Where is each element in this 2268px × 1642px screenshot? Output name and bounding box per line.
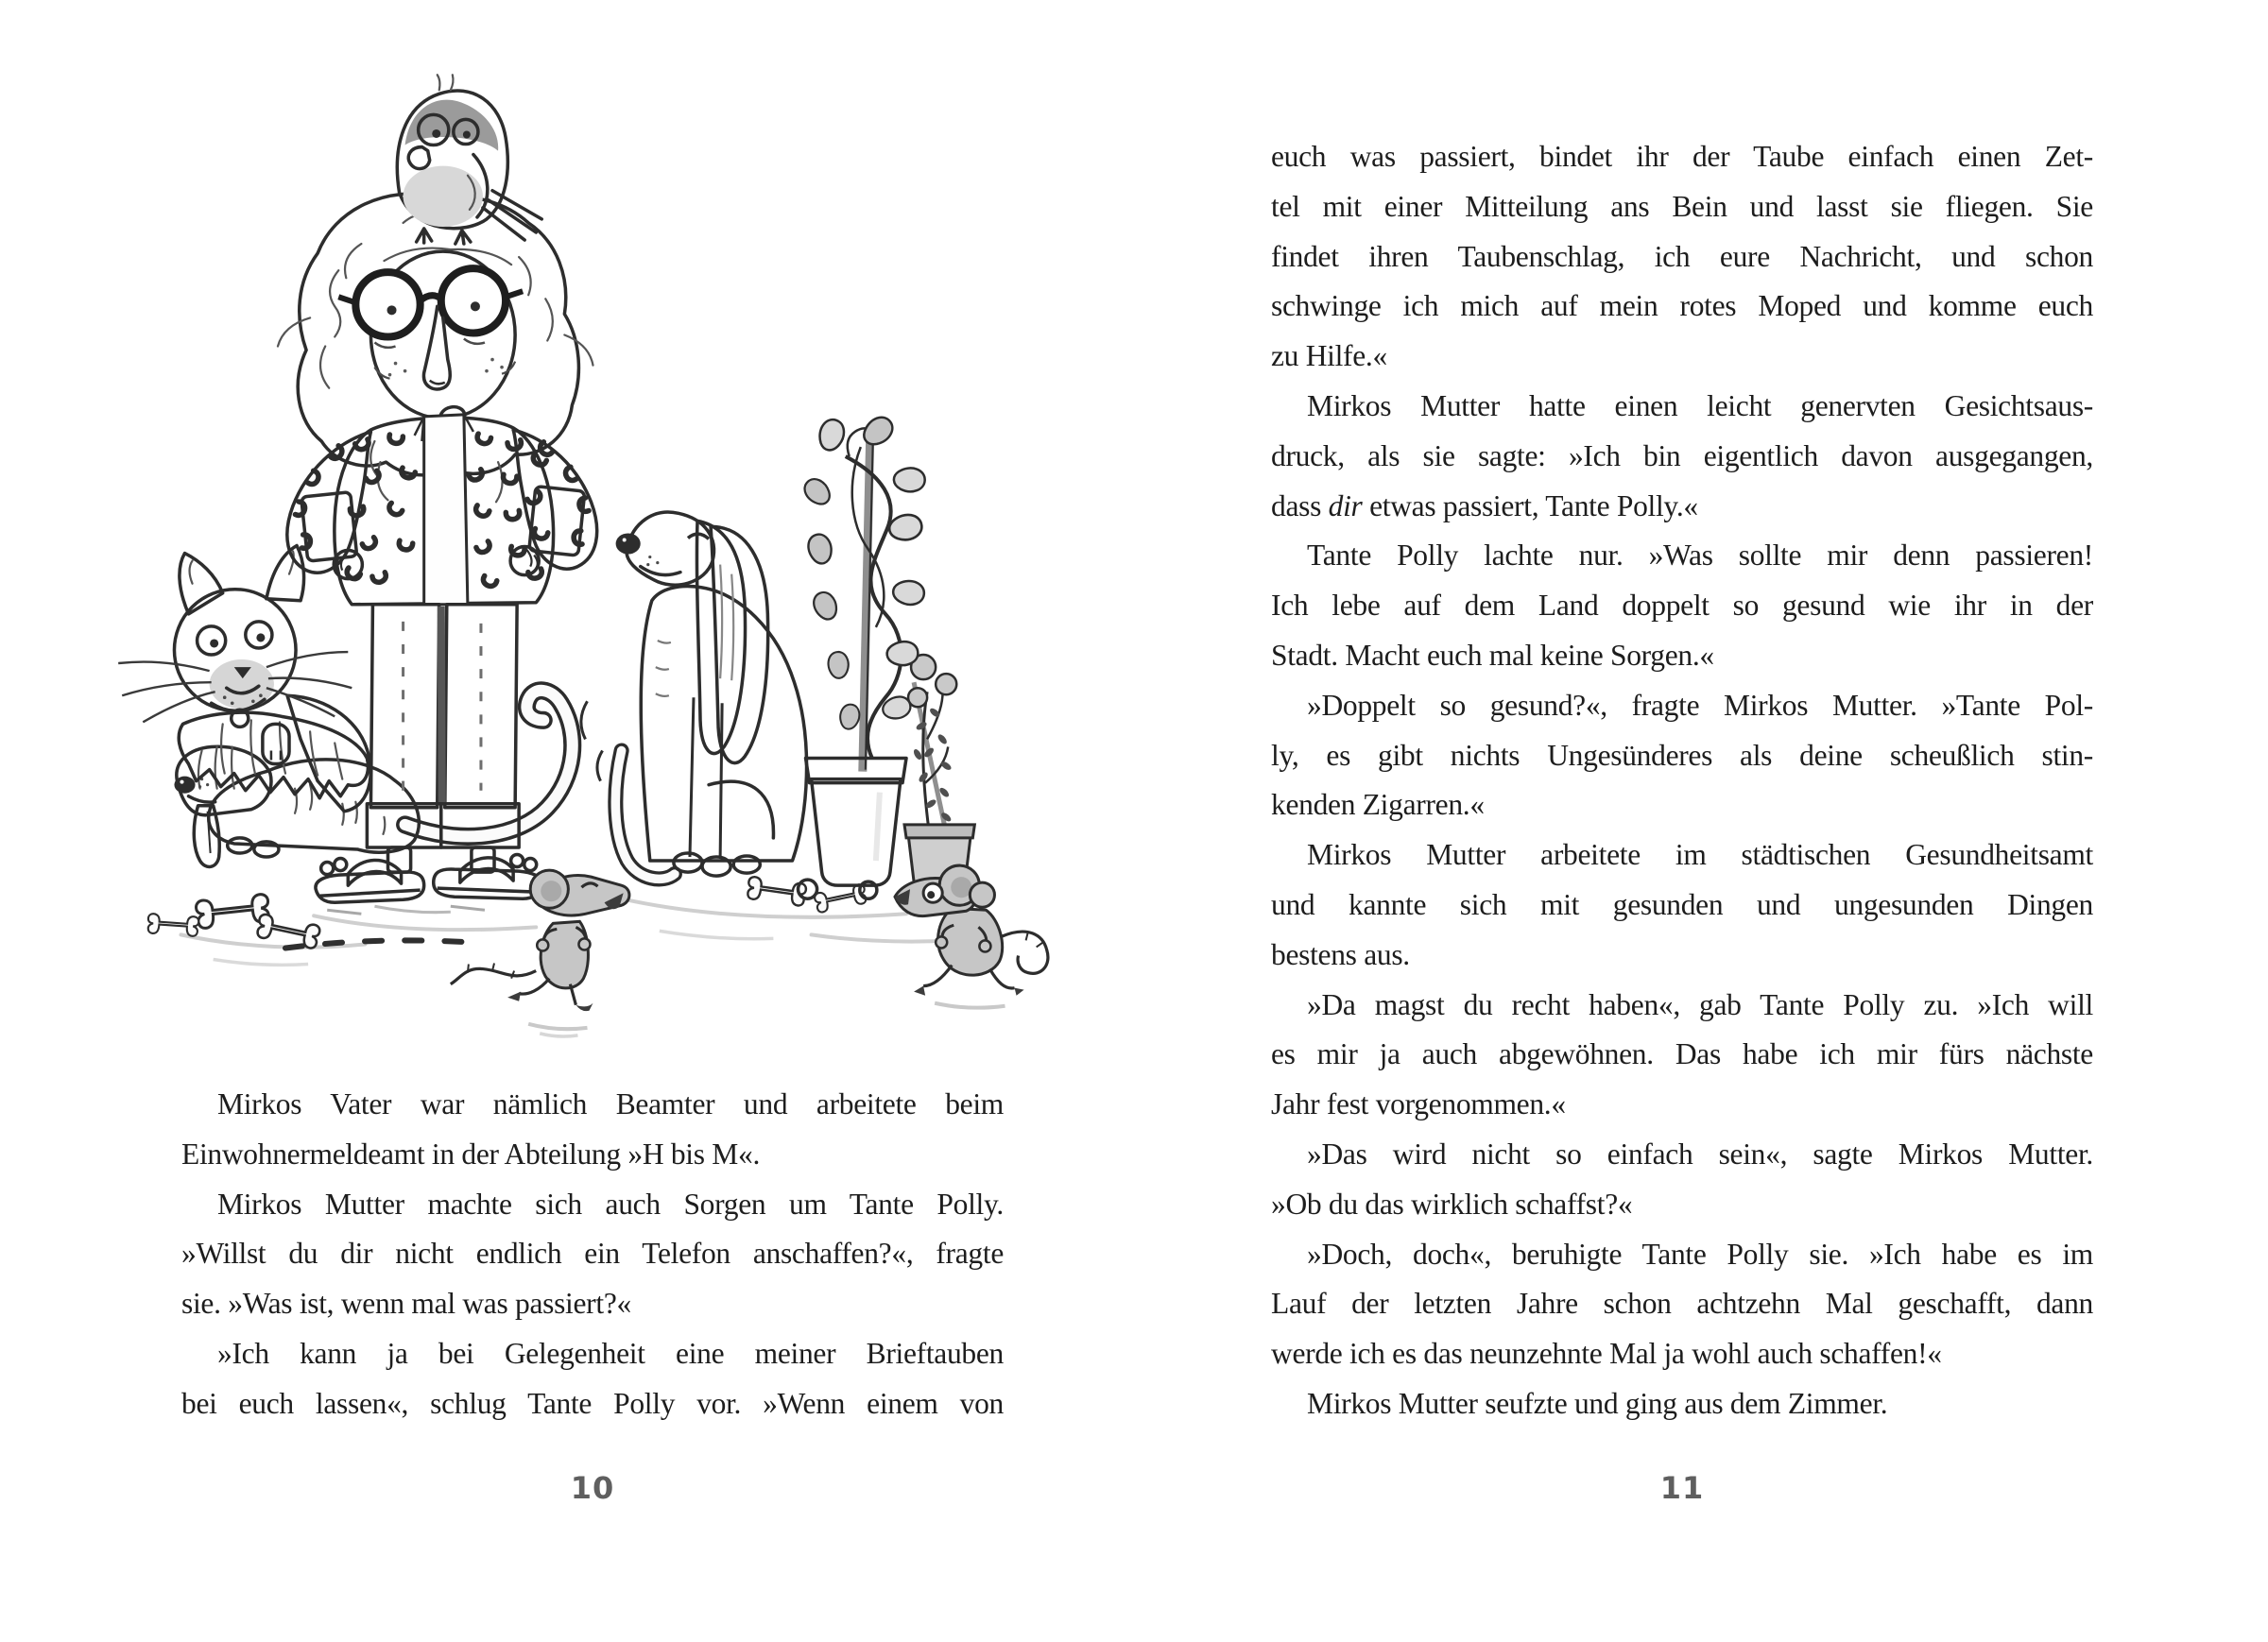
text-line: »Doppelt so gesund?«, fragte Mirkos Mutter. »Tante Pol- xyxy=(1307,688,2093,722)
bones-right-icon xyxy=(747,876,877,913)
text-line: schwinge ich mich auf mein rotes Moped und komme euch xyxy=(1271,289,2093,323)
text-line: tel mit einer Mitteilung ans Bein und lasst sie fliegen. Sie xyxy=(1271,189,2093,223)
sandals xyxy=(316,855,541,903)
pigeon-icon xyxy=(397,75,541,244)
text-line: Lauf der letzten Jahre schon achtzehn Mal geschafft, dann xyxy=(1271,1287,2093,1321)
text-fragment: dass xyxy=(1271,488,1329,522)
bean-plant-icon xyxy=(803,415,929,885)
text-line: »Ob du das wirklich schaffst?« xyxy=(1271,1187,1633,1221)
text-line: bei euch lassen«, schlug Tante Polly vor. »Wenn einem von xyxy=(181,1386,1004,1420)
text-line: Ich lebe auf dem Land doppelt so gesund wie ihr in der xyxy=(1271,589,2093,623)
text-line: »Doch, doch«, beruhigte Tante Polly sie. »Ich habe es im xyxy=(1307,1237,2093,1271)
text-line: Mirkos Vater war nämlich Beamter und arbeitete beim xyxy=(217,1087,1004,1120)
glasses-right-lens xyxy=(441,268,506,333)
left-page-text xyxy=(181,1080,1004,1429)
shirt xyxy=(424,415,468,605)
text-line: werde ich es das neunzehnte Mal ja wohl auch schaffen!« xyxy=(1271,1337,1942,1371)
text-line: ly, es gibt nichts Ungesünderes als deine scheußlich stin- xyxy=(1271,738,2093,772)
text-line: es mir ja auch abgewöhnen. Das habe ich mir fürs nächste xyxy=(1271,1037,2093,1071)
text-line: Mirkos Mutter seufzte und ging aus dem Zimmer. xyxy=(1307,1386,1888,1420)
text-line: Jahr fest vorgenommen.« xyxy=(1271,1087,1566,1121)
text-line: Mirkos Mutter arbeitete im städtischen Gesundheitsamt xyxy=(1307,838,2093,872)
illustration-svg xyxy=(90,33,1096,1058)
mouse-right-icon xyxy=(895,865,1048,1008)
text-line: zu Hilfe.« xyxy=(1271,339,1387,373)
text-line: Tante Polly lachte nur. »Was sollte mir denn passieren! xyxy=(1307,539,2093,573)
glasses-left-lens xyxy=(355,272,420,336)
emphasized-word: dir xyxy=(1328,488,1363,522)
text-line: findet ihren Taubenschlag, ich eure Nachricht, und schon xyxy=(1271,239,2093,273)
shaggy-dog-icon xyxy=(174,691,572,867)
text-line: »Das wird nicht so einfach sein«, sagte Mirkos Mutter. xyxy=(1307,1137,2093,1171)
text-line: Mirkos Mutter hatte einen leicht genervten Gesichtsaus- xyxy=(1307,388,2093,422)
text-line: »Da magst du recht haben«, gab Tante Polly zu. »Ich will xyxy=(1307,987,2093,1021)
text-line: »Ich kann ja bei Gelegenheit eine meiner Brieftauben xyxy=(217,1336,1004,1370)
text-line: »Willst du dir nicht endlich ein Telefon anschaffen?«, fragte xyxy=(181,1237,1004,1271)
text-line: bestens aus. xyxy=(1271,937,1410,971)
right-page-text xyxy=(1271,132,2093,1429)
text-line: druck, als sie sagte: »Ich bin eigentlich davon ausgegangen, xyxy=(1271,438,2093,472)
mouse-left-icon xyxy=(451,870,629,1036)
flower-pot xyxy=(812,779,901,886)
howling-dog-icon xyxy=(581,512,807,879)
text-line: euch was passiert, bindet ihr der Taube einfach einen Zet- xyxy=(1271,140,2093,173)
illustration xyxy=(90,33,1096,1058)
text-line: kenden Zigarren.« xyxy=(1271,788,1485,822)
cat-icon xyxy=(118,546,370,812)
pigeon-beak xyxy=(408,147,429,169)
text-line: sie. »Was ist, wenn mal was passiert?« xyxy=(181,1287,631,1321)
text-line: Einwohnermeldeamt in der Abteilung »H bis M«. xyxy=(181,1137,761,1171)
text-line xyxy=(1271,482,2093,532)
text-line: Stadt. Macht euch mal keine Sorgen.« xyxy=(1271,638,1714,672)
text-line: Mirkos Mutter machte sich auch Sorgen um Tante Polly. xyxy=(217,1187,1004,1221)
page-number-right: 11 xyxy=(1659,1470,1705,1506)
text-fragment: etwas passiert, Tante Polly.« xyxy=(1362,488,1698,522)
bones-icon xyxy=(147,894,321,949)
small-plant-icon xyxy=(904,655,974,881)
text-line: und kannte sich mit gesunden und ungesunden Dingen xyxy=(1271,887,2093,921)
aunt-polly-icon xyxy=(278,75,597,902)
page-number-left: 10 xyxy=(570,1470,615,1506)
